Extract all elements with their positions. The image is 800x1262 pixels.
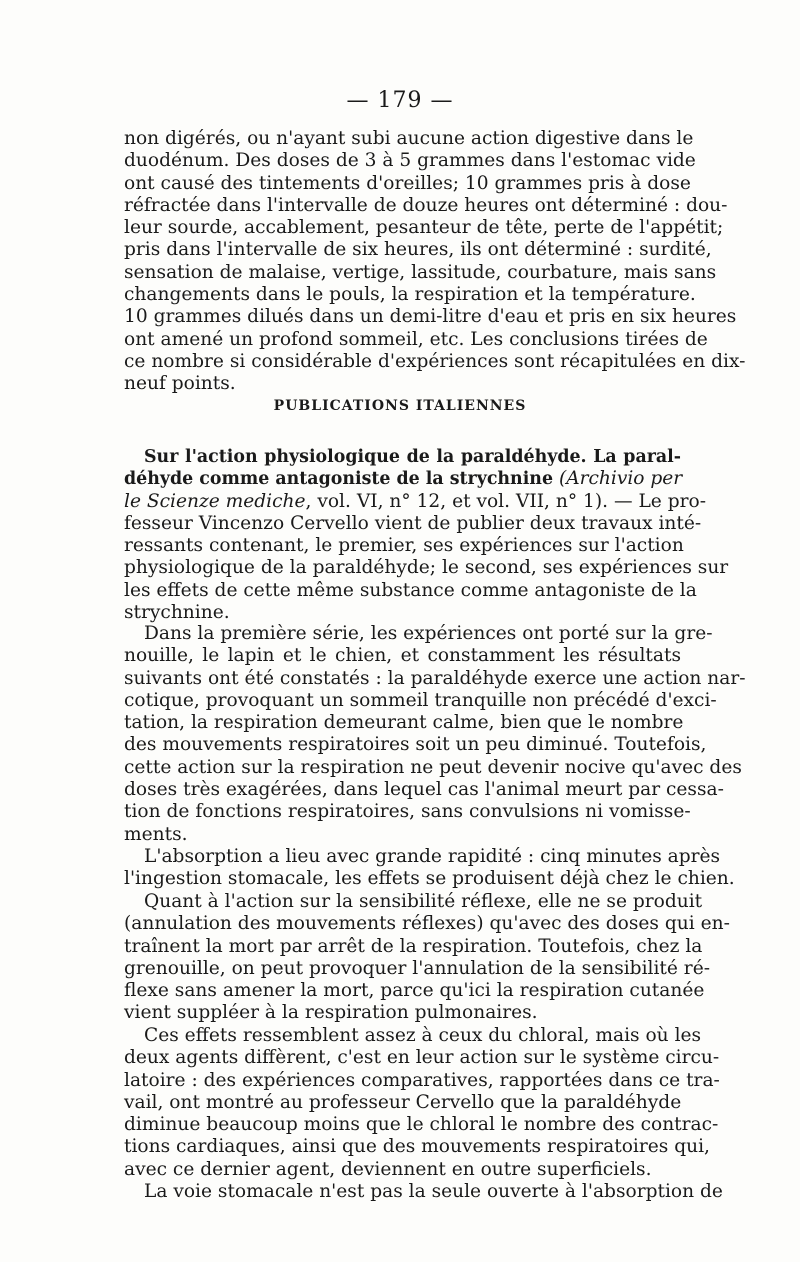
- paragraph-continued: [124, 128, 746, 396]
- text-line: non digérés, ou n'ayant subi aucune action digestive dans le: [124, 128, 694, 149]
- text-line: strychnine.: [124, 602, 230, 624]
- paragraph: [124, 1025, 720, 1181]
- text-line: Quant à l'action sur la sensibilité réflexe, elle ne se produit: [144, 891, 703, 912]
- text-line: grenouille, on peut provoquer l'annulation de la sensibilité ré-: [124, 957, 710, 979]
- paragraph: [124, 1181, 723, 1203]
- text-line: ressants contenant, le premier, ses expériences sur l'action: [124, 535, 684, 557]
- text-line: physiologique de la paraldéhyde; le second, ses expériences sur: [124, 557, 729, 579]
- text-line: tion de fonctions respiratoires, sans convulsions ni vomisse-: [124, 801, 691, 823]
- text-line: vail, ont montré au professeur Cervello que la paraldéhyde: [124, 1091, 682, 1113]
- text-line: réfractée dans l'intervalle de douze heures ont déterminé : dou-: [124, 194, 728, 216]
- text-line: l'ingestion stomacale, les effets se produisent déjà chez le chien.: [124, 868, 735, 890]
- text-line: changements dans le pouls, la respiration et la température.: [124, 284, 696, 306]
- text-line: tation, la respiration demeurant calme, bien que le nombre: [124, 712, 684, 734]
- paragraph: [124, 623, 746, 846]
- citation-text: , vol. VI, n° 12, et vol. VII, n° 1). — Le pro-: [305, 490, 706, 512]
- text-line: suivants ont été constatés : la paraldéhyde exerce une action nar-: [124, 667, 746, 689]
- text-line: La voie stomacale n'est pas la seule ouverte à l'absorption de: [144, 1181, 723, 1202]
- paragraph: [124, 891, 730, 1025]
- journal-name: (Archivio per: [553, 468, 683, 490]
- text-line: ce nombre si considérable d'expériences sont récapitulées en dix-: [124, 350, 746, 372]
- text-line: tions cardiaques, ainsi que des mouvements respiratoires qui,: [124, 1136, 710, 1158]
- text-line: leur sourde, accablement, pesanteur de tête, perte de l'appétit;: [124, 217, 724, 239]
- text-line: ont causé des tintements d'oreilles; 10 grammes pris à dose: [124, 172, 691, 194]
- text-line: ont amené un profond sommeil, etc. Les conclusions tirées de: [124, 328, 708, 350]
- paragraph: [124, 846, 735, 891]
- text-line: des mouvements respiratoires soit un peu diminué. Toutefois,: [124, 734, 707, 756]
- text-line: les effets de cette même substance comme antagoniste de la: [124, 579, 697, 601]
- text-line: sensation de malaise, vertige, lassitude, courbature, mais sans: [124, 261, 717, 283]
- text-line: fesseur Vincenzo Cervello vient de publier deux travaux inté-: [124, 512, 702, 534]
- text-line: duodénum. Des doses de 3 à 5 grammes dans l'estomac vide: [124, 150, 696, 172]
- text-line: Dans la première série, les expériences ont porté sur la gre-: [144, 623, 713, 644]
- text-line: avec ce dernier agent, deviennent en outre superficiels.: [124, 1158, 652, 1180]
- text-line: Ces effets ressemblent assez à ceux du chloral, mais où les: [144, 1025, 702, 1046]
- journal-name-cont: le Scienze mediche: [124, 490, 306, 512]
- article-intro: [124, 446, 729, 624]
- page-number: — 179 —: [346, 88, 454, 113]
- text-line: vient suppléer à la respiration pulmonaires.: [124, 1002, 538, 1024]
- text-line: diminue beaucoup moins que le chloral le nombre des contrac-: [124, 1114, 719, 1136]
- section-title: PUBLICATIONS ITALIENNES: [273, 398, 527, 414]
- text-line: (annulation des mouvements réflexes) qu'avec des doses qui en-: [124, 913, 730, 935]
- text-line: flexe sans amener la mort, parce qu'ici la respiration cutanée: [124, 980, 705, 1002]
- text-line: neuf points.: [124, 373, 236, 395]
- text-line: 10 grammes dilués dans un demi-litre d'eau et pris en six heures: [124, 306, 737, 328]
- text-line: doses très exagérées, dans lequel cas l'animal meurt par cessa-: [124, 779, 724, 801]
- text-line: pris dans l'intervalle de six heures, ils ont déterminé : surdité,: [124, 239, 712, 261]
- text-line: ments.: [124, 823, 188, 845]
- text-line: traînent la mort par arrêt de la respiration. Toutefois, chez la: [124, 935, 703, 957]
- article-title-line: [124, 468, 681, 490]
- text-line: L'absorption a lieu avec grande rapidité : cinq minutes après: [144, 846, 721, 867]
- article-title-line: Sur l'action physiologique de la paraldéhyde. La paral-: [144, 447, 681, 467]
- article-title-bold: déhyde comme antagoniste de la strychnine: [124, 469, 554, 490]
- text-line: cette action sur la respiration ne peut devenir nocive qu'avec des: [124, 756, 742, 778]
- text-line: nouille, le lapin et le chien, et constamment les résultats: [124, 645, 681, 667]
- text-line: deux agents diffèrent, c'est en leur action sur le système circu-: [124, 1047, 720, 1069]
- text-line: cotique, provoquant un sommeil tranquille non précédé d'exci-: [124, 689, 717, 711]
- text-line: latoire : des expériences comparatives, rapportées dans ce tra-: [124, 1069, 720, 1091]
- article-citation-line: [124, 490, 706, 513]
